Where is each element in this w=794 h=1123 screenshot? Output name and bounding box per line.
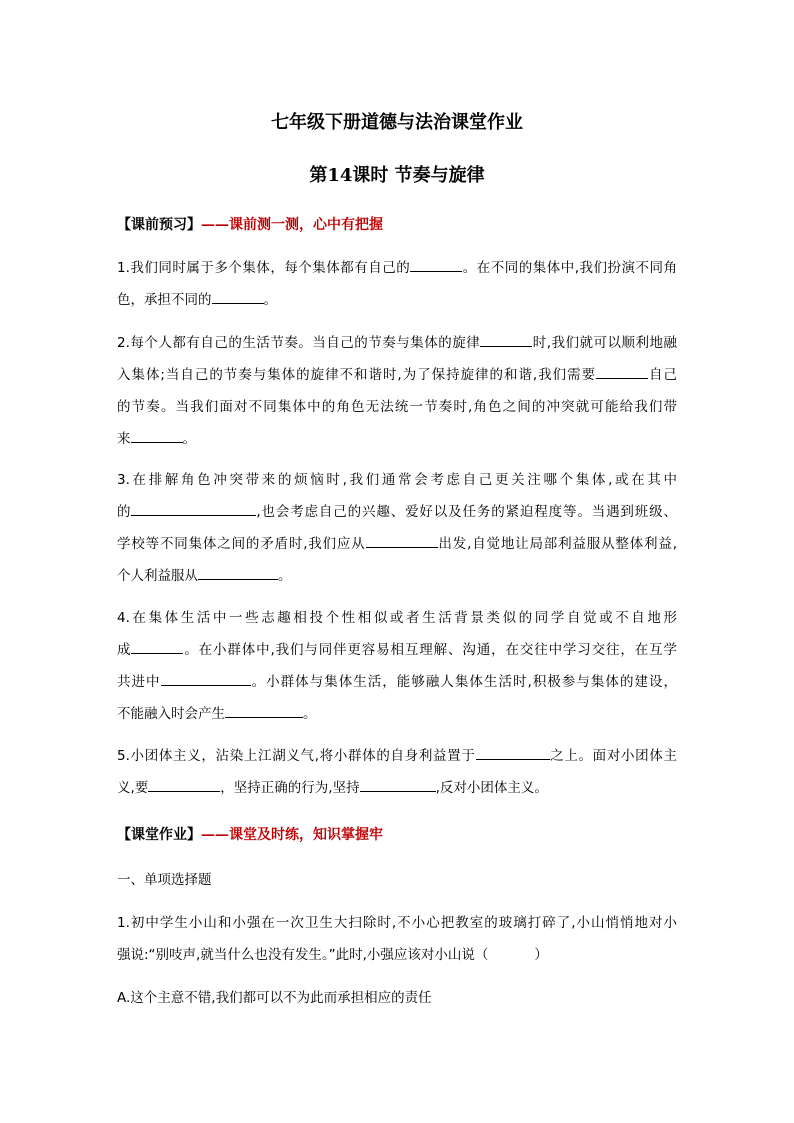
question-4-line-2: 成 。在小群体中,我们与同伴更容易相互理解、沟通，在交往中学习交往，在互学 bbox=[117, 634, 677, 666]
answer-blank[interactable] bbox=[198, 565, 278, 580]
question-3-line-1: 3.在排解角色冲突带来的烦恼时,我们通常会考虑自己更关注哪个集体,或在其中 bbox=[117, 472, 677, 488]
classwork-slogan: ——课堂及时练，知识掌握牢 bbox=[201, 827, 383, 843]
answer-blank[interactable] bbox=[225, 703, 303, 718]
classwork-tag: 【课堂作业】 bbox=[117, 827, 201, 843]
question-4-line-4: 不能融入时会产生 。 bbox=[117, 698, 677, 730]
question-5-line-1: 5.小团体主义，沾染上江湖义气,将小群体的自身利益置于 之上。面对小团体主 bbox=[117, 740, 677, 772]
question-4 bbox=[117, 602, 677, 730]
answer-blank[interactable] bbox=[360, 777, 436, 792]
question-1 bbox=[117, 252, 677, 316]
answer-blank[interactable] bbox=[476, 745, 550, 760]
answer-blank[interactable] bbox=[148, 777, 220, 792]
document-title: 七年级下册道德与法治课堂作业 bbox=[271, 112, 523, 133]
choice-question-1-line-1: 1.初中学生小山和小强在一次卫生大扫除时,不小心把教室的玻璃打碎了,小山悄悄地对小 bbox=[117, 915, 677, 931]
lesson-subtitle: 第14课时 节奏与旋律 bbox=[309, 165, 485, 186]
preview-slogan: ——课前测一测，心中有把握 bbox=[201, 217, 383, 233]
section-heading-single-choice: 一、单项选择题 bbox=[117, 872, 212, 888]
answer-blank[interactable] bbox=[131, 428, 183, 443]
answer-blank[interactable] bbox=[596, 364, 648, 379]
question-4-line-3: 共进中 。小群体与集体生活，能够融人集体生活时,积极参与集体的建设， bbox=[117, 666, 677, 698]
question-3-line-4: 个人利益服从 。 bbox=[117, 560, 677, 592]
choice-question-1 bbox=[117, 907, 677, 971]
question-1-line-1: 1.我们同时属于多个集体，每个集体都有自己的 。在不同的集体中,我们扮演不同角 bbox=[117, 252, 677, 284]
question-2-line-2: 入集体;当自己的节奏与集体的旋律不和谐时,为了保持旋律的和谐,我们需要 自己 bbox=[117, 359, 677, 391]
question-2-line-4: 来 。 bbox=[117, 423, 677, 455]
classwork-heading bbox=[117, 824, 383, 844]
question-2-line-3: 的节奏。当我们面对不同集体中的角色无法统一节奏时,角色之间的冲突就可能给我们带 bbox=[117, 399, 677, 415]
question-4-line-1: 4.在集体生活中一些志趣相投个性相似或者生活背景类似的同学自觉或不自地形 bbox=[117, 610, 677, 626]
question-5-line-2: 义,要 ，坚持正确的行为,坚持 ,反对小团体主义。 bbox=[117, 772, 677, 804]
question-3 bbox=[117, 464, 677, 592]
preview-heading bbox=[117, 214, 383, 234]
preview-tag: 【课前预习】 bbox=[117, 217, 201, 233]
question-3-line-3: 学校等不同集体之间的矛盾时,我们应从 出发,自觉地让局部利益服从整体利益, bbox=[117, 528, 677, 560]
choice-question-1-line-2: 强说:“别吱声,就当什么也没有发生。”此时,小强应该对小山说（ ） bbox=[117, 947, 548, 963]
answer-blank[interactable] bbox=[410, 257, 462, 272]
question-1-line-2: 色，承担不同的 。 bbox=[117, 284, 677, 316]
answer-blank[interactable] bbox=[480, 332, 532, 347]
answer-blank[interactable] bbox=[161, 671, 251, 686]
answer-blank[interactable] bbox=[131, 639, 183, 654]
answer-blank[interactable] bbox=[131, 501, 256, 516]
question-2 bbox=[117, 327, 677, 455]
question-5 bbox=[117, 740, 677, 804]
answer-blank[interactable] bbox=[212, 289, 264, 304]
question-2-line-1: 2.每个人都有自己的生活节奏。当自己的节奏与集体的旋律 时,我们就可以顺利地融 bbox=[117, 327, 677, 359]
choice-option-a[interactable]: A.这个主意不错,我们都可以不为此而承担相应的责任 bbox=[117, 990, 432, 1006]
question-3-line-2: 的 ,也会考虑自己的兴趣、爱好以及任务的紧迫程度等。当遇到班级、 bbox=[117, 496, 677, 528]
answer-blank[interactable] bbox=[366, 533, 438, 548]
